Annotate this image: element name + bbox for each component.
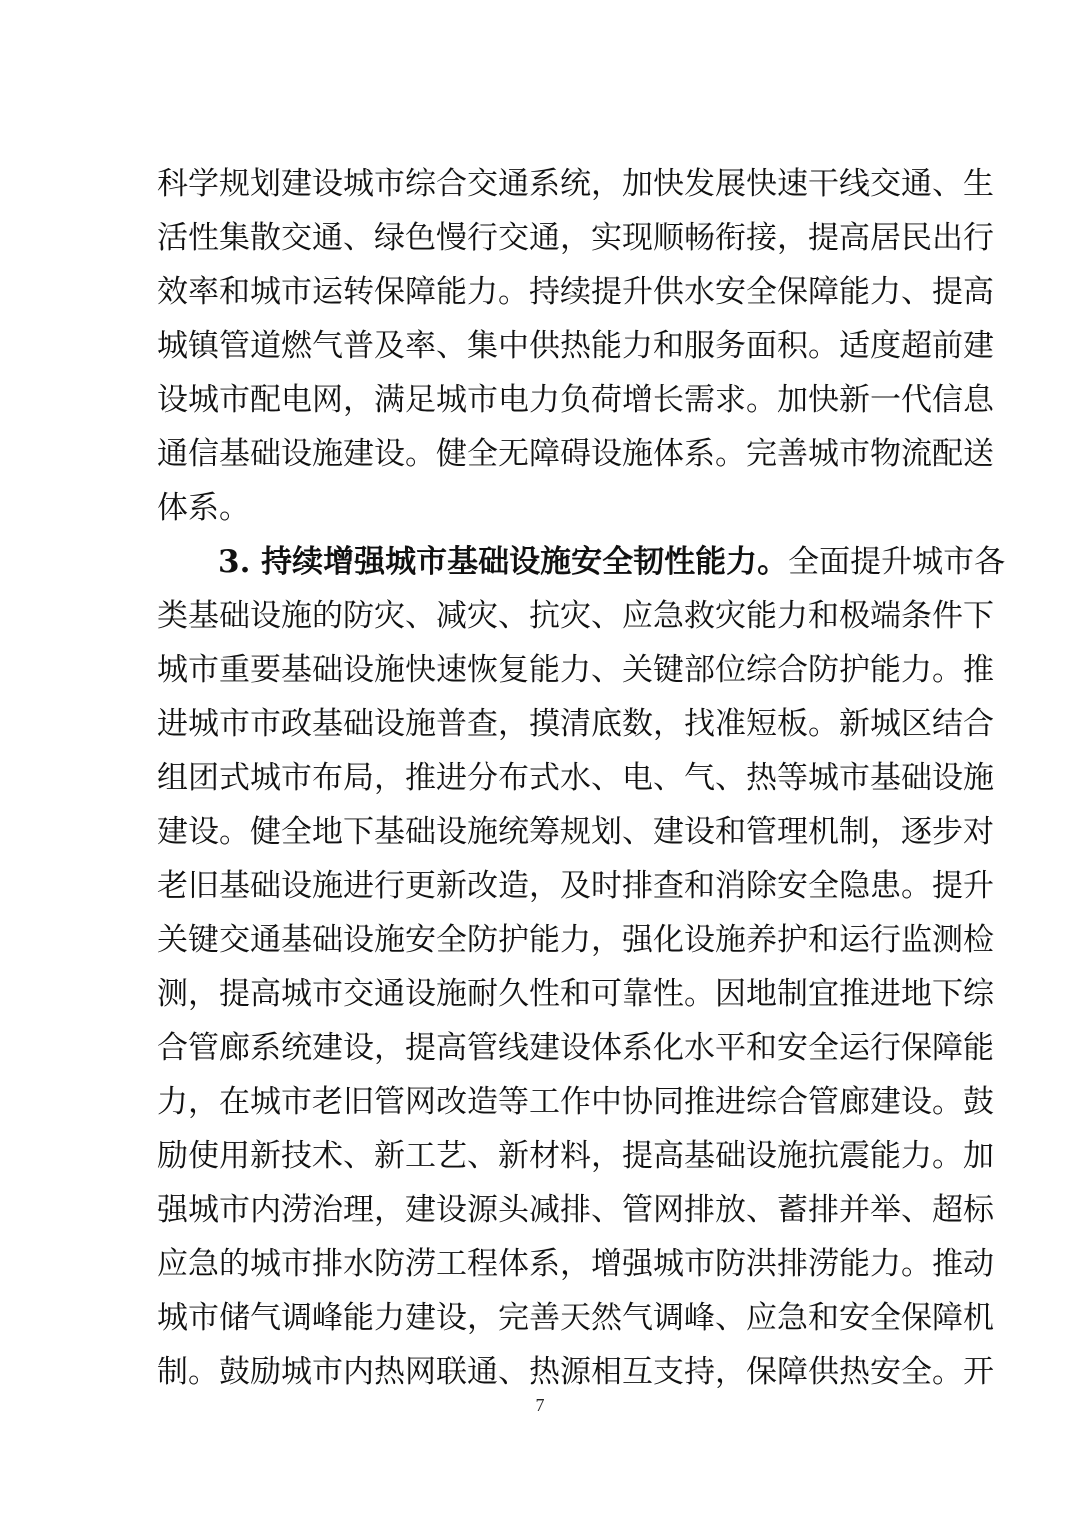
paragraph-1-line-1: 科学规划建设城市综合交通系统，加快发展快速干线交通、生 [157, 166, 994, 202]
page-number: 7 [535, 1395, 545, 1415]
paragraph-2-line-9: 测，提高城市交通设施耐久性和可靠性。因地制宜推进地下综 [157, 976, 994, 1012]
paragraph-2-line-12: 励使用新技术、新工艺、新材料，提高基础设施抗震能力。加 [157, 1138, 994, 1174]
paragraph-2-line-2: 类基础设施的防灾、减灾、抗灾、应急救灾能力和极端条件下 [157, 598, 994, 634]
paragraph-1-line-4: 城镇管道燃气普及率、集中供热能力和服务面积。适度超前建 [157, 328, 994, 364]
paragraph-2-line-13: 强城市内涝治理，建设源头减排、管网排放、蓄排并举、超标 [157, 1192, 994, 1228]
paragraph-2-line-5: 组团式城市布局，推进分布式水、电、气、热等城市基础设施 [157, 760, 994, 796]
paragraph-2-line-8: 关键交通基础设施安全防护能力，强化设施养护和运行监测检 [157, 922, 994, 958]
paragraph-2-line-11: 力，在城市老旧管网改造等工作中协同推进综合管廊建设。鼓 [157, 1084, 994, 1120]
paragraph-1-line-2: 活性集散交通、绿色慢行交通，实现顺畅衔接，提高居民出行 [157, 220, 994, 256]
paragraph-2-line-4: 进城市市政基础设施普查，摸清底数，找准短板。新城区结合 [157, 706, 994, 742]
paragraph-2-line-1 [218, 540, 1006, 584]
paragraph-2-line-16: 制。鼓励城市内热网联通、热源相互支持，保障供热安全。开 [157, 1354, 994, 1390]
paragraph-1-line-7: 体系。 [157, 490, 250, 526]
paragraph-2-line-14: 应急的城市排水防涝工程体系，增强城市防洪排涝能力。推动 [157, 1246, 994, 1282]
paragraph-2-line-15: 城市储气调峰能力建设，完善天然气调峰、应急和安全保障机 [157, 1300, 994, 1336]
paragraph-1-line-3: 效率和城市运转保障能力。持续提升供水安全保障能力、提高 [157, 274, 994, 310]
section-heading: 3. 持续增强城市基础设施安全韧性能力。 [218, 544, 789, 580]
paragraph-2-line-7: 老旧基础设施进行更新改造，及时排查和消除安全隐患。提升 [157, 868, 994, 904]
paragraph-1-line-6: 通信基础设施建设。健全无障碍设施体系。完善城市物流配送 [157, 436, 994, 472]
paragraph-2-line-6: 建设。健全地下基础设施统筹规划、建设和管理机制，逐步对 [157, 814, 994, 850]
paragraph-2-line-10: 合管廊系统建设，提高管线建设体系化水平和安全运行保障能 [157, 1030, 994, 1066]
paragraph-2-line-3: 城市重要基础设施快速恢复能力、关键部位综合防护能力。推 [157, 652, 994, 688]
paragraph-2-line-1-rest: 全面提升城市各 [788, 544, 1006, 580]
paragraph-1-line-5: 设城市配电网，满足城市电力负荷增长需求。加快新一代信息 [157, 382, 994, 418]
